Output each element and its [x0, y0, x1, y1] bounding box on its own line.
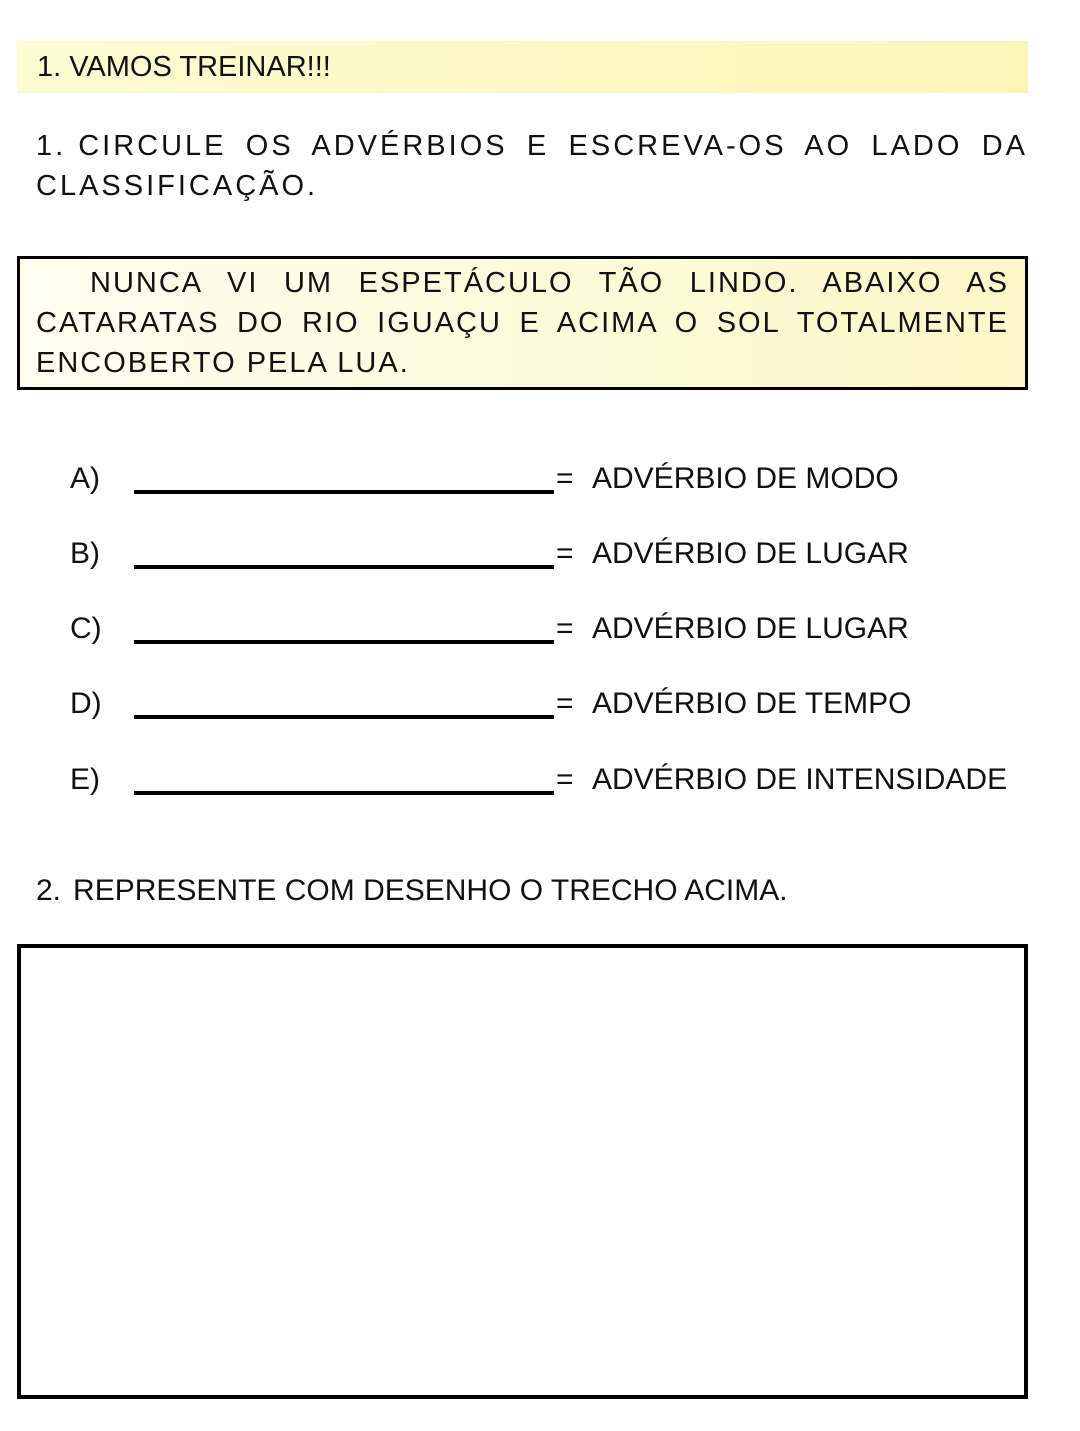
adverb-classification: ADVÉRBIO DE TEMPO — [592, 687, 912, 720]
drawing-area[interactable] — [17, 944, 1028, 1399]
question-1-text: CIRCULE OS ADVÉRBIOS E ESCREVA-OS AO LADO DA CLASSIFICAÇÃO. — [36, 130, 1028, 202]
section-banner — [17, 41, 1028, 93]
adverb-classification: ADVÉRBIO DE INTENSIDADE — [592, 763, 1008, 796]
answer-blank-line[interactable] — [134, 490, 554, 494]
question-1 — [36, 126, 1028, 206]
answer-blank-line[interactable] — [134, 565, 554, 569]
answer-row-e — [70, 763, 1030, 803]
adverb-classification: ADVÉRBIO DE LUGAR — [592, 537, 909, 570]
answer-blank-line[interactable] — [134, 791, 554, 795]
passage-text: NUNCA VI UM ESPETÁCULO TÃO LINDO. ABAIXO AS CATARATAS DO RIO IGUAÇU E ACIMA O SOL TOTALMENTE ENCOBERTO PELA LUA. — [36, 267, 1009, 379]
answer-letter: A) — [70, 462, 100, 495]
answer-letter: B) — [70, 537, 100, 570]
question-1-number: 1. — [36, 130, 67, 162]
section-title: 1. VAMOS TREINAR!!! — [37, 50, 331, 83]
answer-letter: C) — [70, 612, 102, 645]
equals-sign: = — [556, 462, 574, 495]
answer-row-d — [70, 687, 1030, 727]
adverb-classification: ADVÉRBIO DE LUGAR — [592, 612, 909, 645]
question-2 — [36, 874, 788, 908]
answer-row-a — [70, 462, 1030, 502]
answer-row-b — [70, 537, 1030, 577]
question-2-text: REPRESENTE COM DESENHO O TRECHO ACIMA. — [73, 874, 788, 907]
answer-letter: E) — [70, 763, 100, 796]
answer-blank-line[interactable] — [134, 715, 554, 719]
passage-box — [17, 256, 1028, 390]
equals-sign: = — [556, 537, 574, 570]
adverb-classification: ADVÉRBIO DE MODO — [592, 462, 899, 495]
question-2-number: 2. — [36, 874, 62, 907]
equals-sign: = — [556, 763, 574, 796]
equals-sign: = — [556, 687, 574, 720]
answer-row-c — [70, 612, 1030, 652]
answer-letter: D) — [70, 687, 102, 720]
answer-blank-line[interactable] — [134, 640, 554, 644]
equals-sign: = — [556, 612, 574, 645]
